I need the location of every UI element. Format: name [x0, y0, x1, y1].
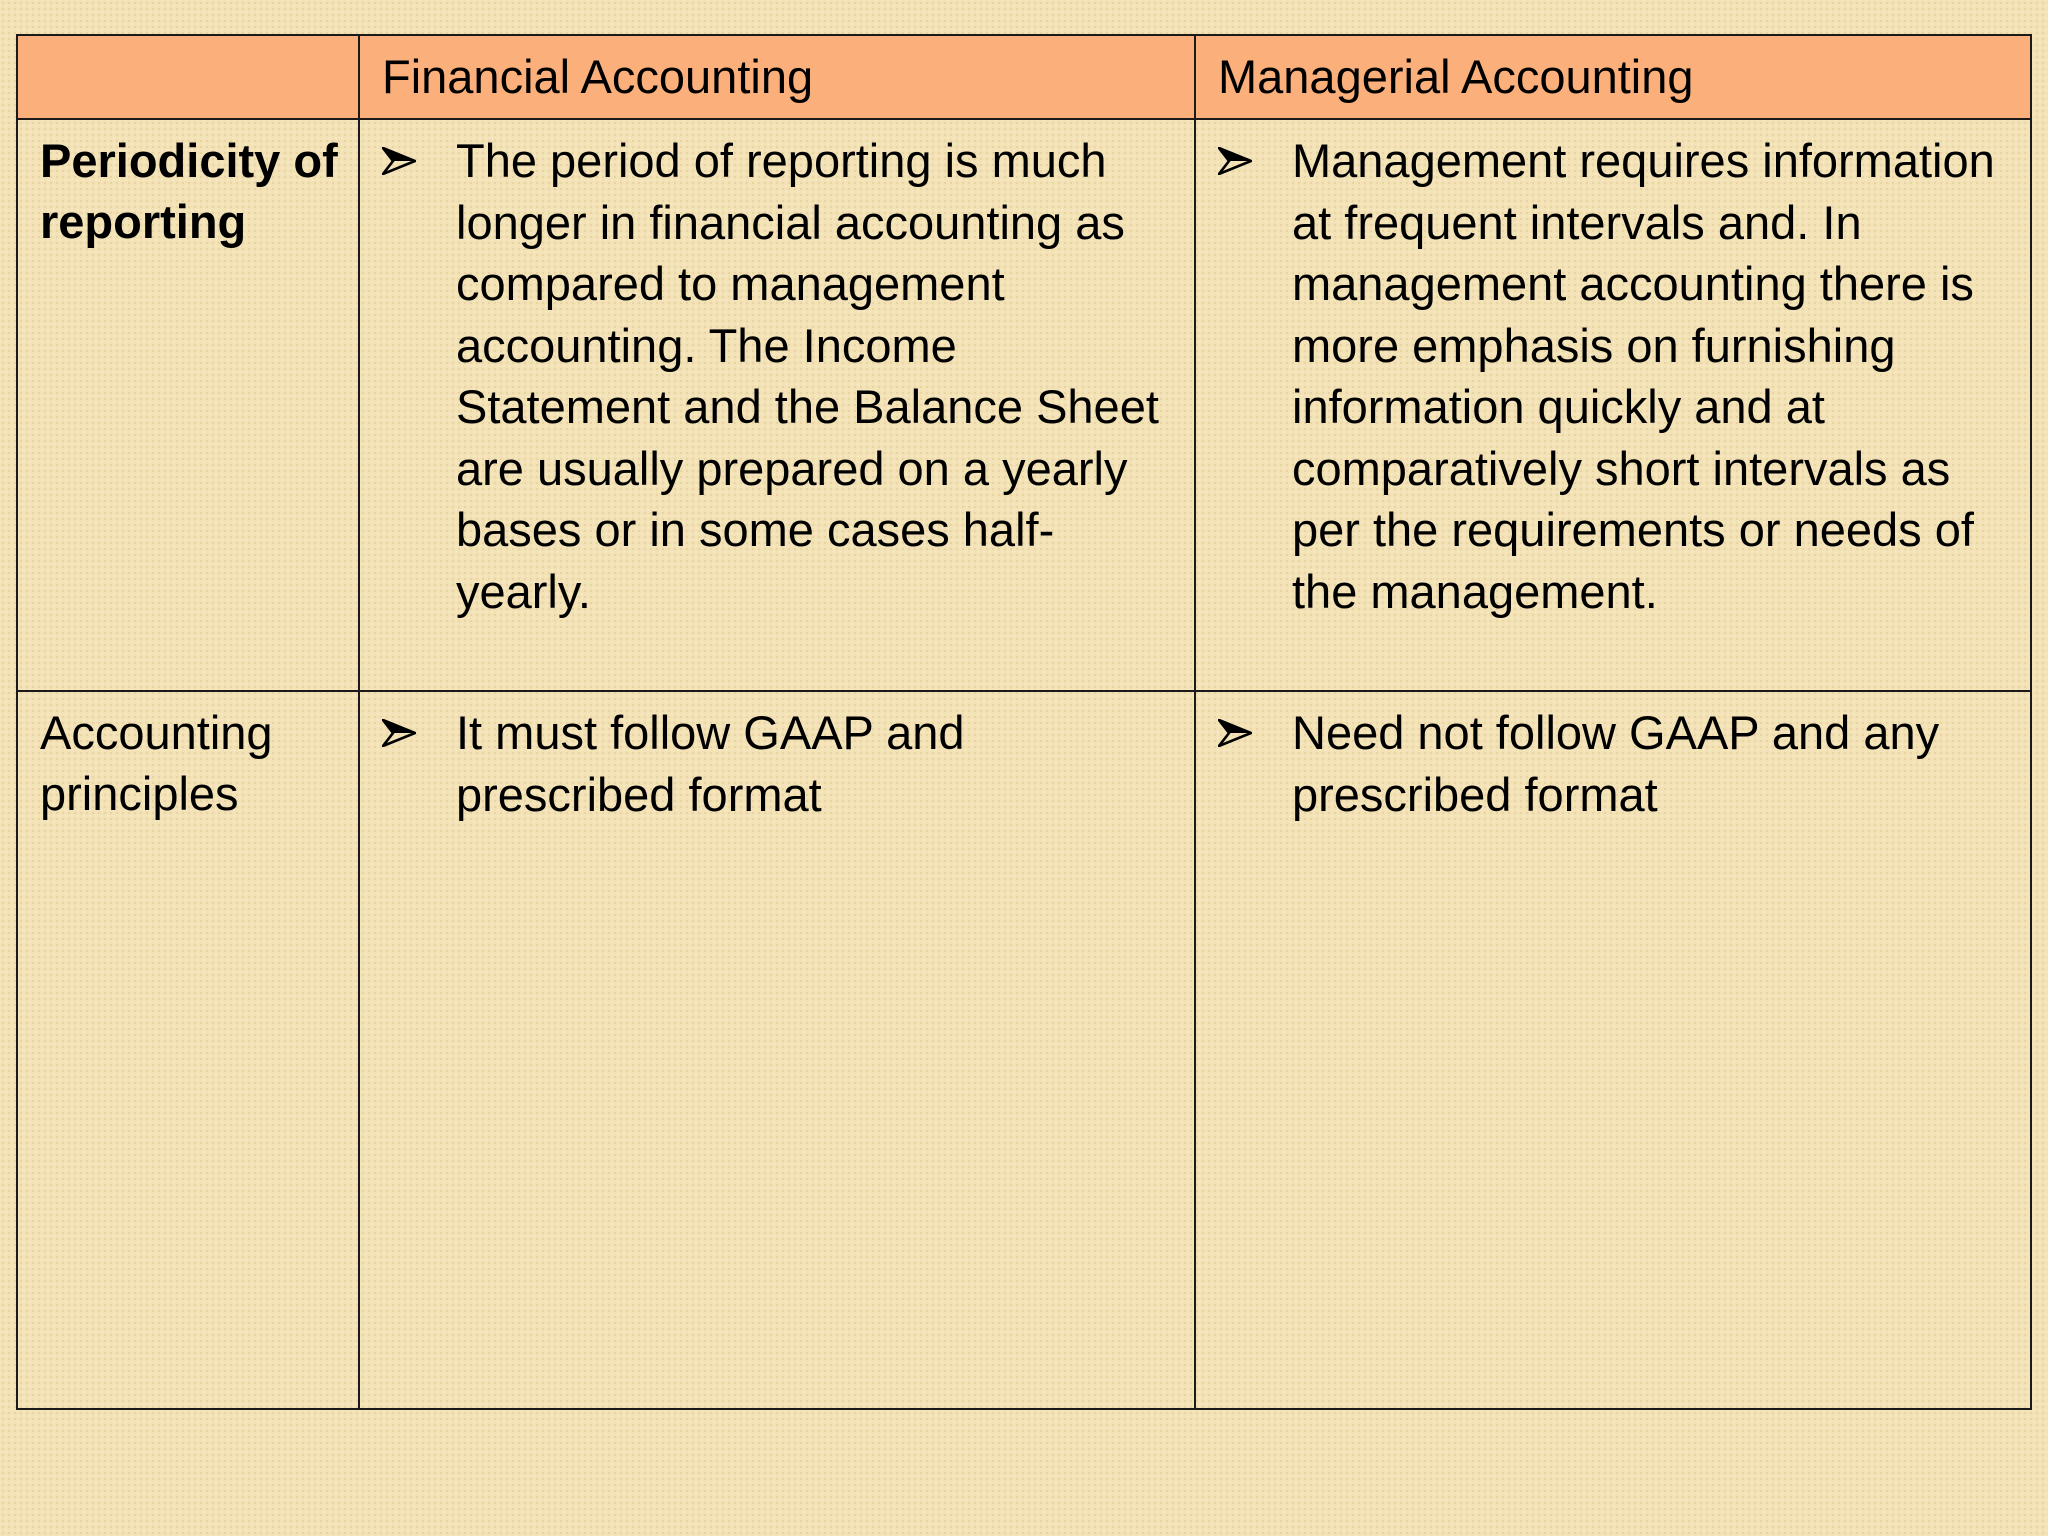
- bullet-text: It must follow GAAP and prescribed format: [456, 706, 965, 821]
- row-label-accounting-principles: Accounting principles: [17, 691, 359, 1409]
- bullet-item: [382, 702, 1180, 825]
- header-corner-cell: [17, 35, 359, 119]
- cell-principles-financial: [359, 691, 1195, 1409]
- bullet-text: Need not follow GAAP and any prescribed format: [1292, 706, 1940, 821]
- bullet-text: Management requires information at frequent intervals and. In management accounting there is more emphasis on furnishing information quickly and at comparatively short intervals as per the requirements or needs of the management.: [1292, 134, 1995, 618]
- row-label-periodicity: Periodicity of reporting: [17, 119, 359, 691]
- bullet-item: [1218, 702, 2016, 825]
- arrowhead-bullet-icon: [1218, 702, 1292, 764]
- bullet-item: [1218, 130, 2016, 622]
- header-financial-accounting: Financial Accounting: [359, 35, 1195, 119]
- cell-periodicity-financial: [359, 119, 1195, 691]
- header-managerial-accounting: Managerial Accounting: [1195, 35, 2031, 119]
- cell-principles-managerial: [1195, 691, 2031, 1409]
- table-row-periodicity: [17, 119, 2031, 691]
- arrowhead-bullet-icon: [1218, 130, 1292, 192]
- table-row-accounting-principles: [17, 691, 2031, 1409]
- table-header-row: [17, 35, 2031, 119]
- arrowhead-bullet-icon: [382, 130, 456, 192]
- bullet-item: [382, 130, 1180, 622]
- cell-periodicity-managerial: [1195, 119, 2031, 691]
- bullet-text: The period of reporting is much longer in financial accounting as compared to management accounting. The Income Statement and the Balance Sheet are usually prepared on a yearly bases or in some cases half-yearly.: [456, 134, 1159, 618]
- comparison-table: [16, 34, 2032, 1410]
- arrowhead-bullet-icon: [382, 702, 456, 764]
